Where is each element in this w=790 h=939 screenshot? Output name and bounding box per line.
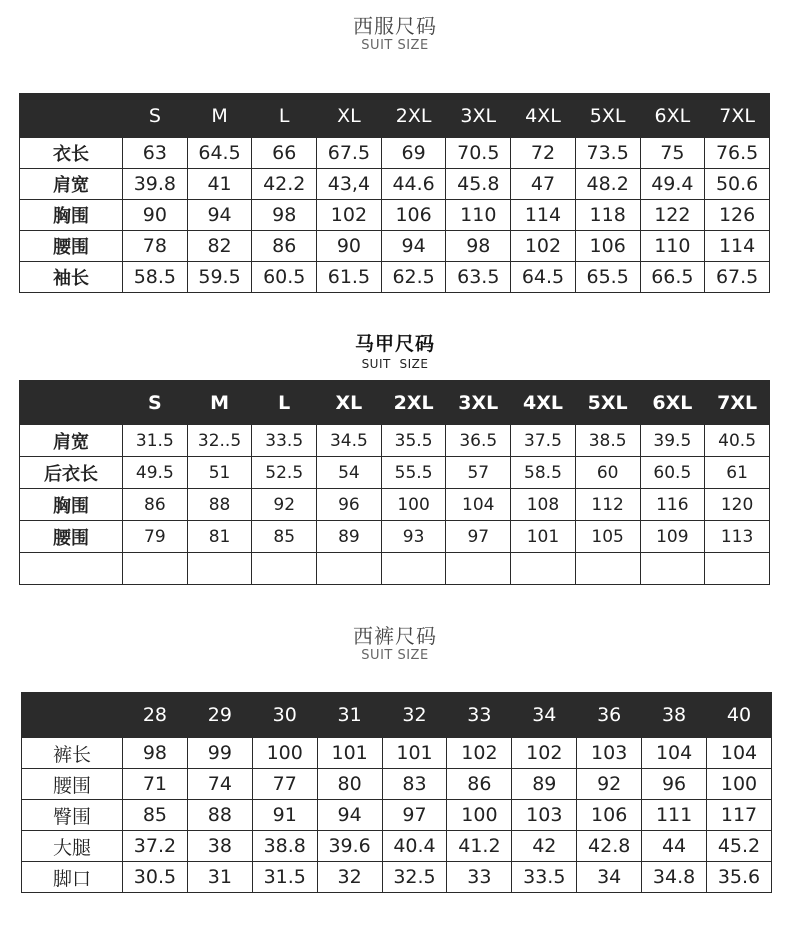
suit-cell: 94 bbox=[381, 231, 446, 262]
pants-header-corner bbox=[22, 693, 123, 738]
suit-cell: 43,4 bbox=[317, 169, 382, 200]
vest-cell: 51 bbox=[187, 457, 252, 489]
suit-cell: 66 bbox=[252, 138, 317, 169]
vest-cell: 113 bbox=[705, 521, 770, 553]
vest-size-header: 5XL bbox=[575, 381, 640, 425]
pants-cell: 83 bbox=[382, 769, 447, 800]
pants-cell: 31.5 bbox=[252, 862, 317, 893]
suit-cell: 48.2 bbox=[575, 169, 640, 200]
suit-size-header: 3XL bbox=[446, 94, 511, 138]
pants-cell: 38.8 bbox=[252, 831, 317, 862]
suit-cell: 110 bbox=[446, 200, 511, 231]
suit-cell: 106 bbox=[381, 200, 446, 231]
vest-title-block bbox=[0, 332, 790, 372]
vest-cell: 40.5 bbox=[705, 425, 770, 457]
table-row bbox=[20, 521, 770, 553]
vest-size-header: 7XL bbox=[705, 381, 770, 425]
vest-cell: 93 bbox=[381, 521, 446, 553]
suit-cell: 39.8 bbox=[123, 169, 188, 200]
vest-cell: 101 bbox=[511, 521, 576, 553]
pants-cell: 44 bbox=[642, 831, 707, 862]
suit-cell: 82 bbox=[187, 231, 252, 262]
pants-cell: 98 bbox=[123, 738, 188, 769]
pants-cell: 42 bbox=[512, 831, 577, 862]
suit-size-header: 7XL bbox=[705, 94, 770, 138]
table-row bbox=[20, 169, 770, 200]
suit-cell: 110 bbox=[640, 231, 705, 262]
suit-cell: 50.6 bbox=[705, 169, 770, 200]
suit-cell: 67.5 bbox=[317, 138, 382, 169]
vest-cell: 35.5 bbox=[381, 425, 446, 457]
pants-cell: 34.8 bbox=[642, 862, 707, 893]
suit-cell: 98 bbox=[446, 231, 511, 262]
pants-cell: 117 bbox=[707, 800, 772, 831]
vest-cell: 32..5 bbox=[187, 425, 252, 457]
suit-cell: 64.5 bbox=[511, 262, 576, 293]
vest-cell: 37.5 bbox=[511, 425, 576, 457]
vest-cell: 31.5 bbox=[123, 425, 188, 457]
pants-cell: 38 bbox=[187, 831, 252, 862]
pants-cell: 41.2 bbox=[447, 831, 512, 862]
vest-cell: 85 bbox=[252, 521, 317, 553]
suit-title-block bbox=[0, 14, 790, 54]
suit-size-header: XL bbox=[317, 94, 382, 138]
pants-cell: 100 bbox=[447, 800, 512, 831]
vest-cell bbox=[705, 553, 770, 585]
suit-cell: 106 bbox=[575, 231, 640, 262]
table-row bbox=[22, 862, 772, 893]
pants-cell: 91 bbox=[252, 800, 317, 831]
vest-cell bbox=[575, 553, 640, 585]
vest-cell: 60.5 bbox=[640, 457, 705, 489]
vest-cell: 88 bbox=[187, 489, 252, 521]
vest-cell: 81 bbox=[187, 521, 252, 553]
pants-cell: 89 bbox=[512, 769, 577, 800]
table-row bbox=[20, 262, 770, 293]
pants-cell: 74 bbox=[187, 769, 252, 800]
table-row bbox=[22, 831, 772, 862]
vest-cell bbox=[187, 553, 252, 585]
table-row bbox=[20, 231, 770, 262]
suit-cell: 44.6 bbox=[381, 169, 446, 200]
pants-cell: 103 bbox=[577, 738, 642, 769]
pants-size-header: 33 bbox=[447, 693, 512, 738]
pants-cell: 30.5 bbox=[123, 862, 188, 893]
vest-cell: 108 bbox=[511, 489, 576, 521]
pants-cell: 40.4 bbox=[382, 831, 447, 862]
vest-cell bbox=[511, 553, 576, 585]
pants-cell: 106 bbox=[577, 800, 642, 831]
suit-cell: 42.2 bbox=[252, 169, 317, 200]
suit-cell: 61.5 bbox=[317, 262, 382, 293]
suit-cell: 41 bbox=[187, 169, 252, 200]
vest-cell: 57 bbox=[446, 457, 511, 489]
vest-cell bbox=[381, 553, 446, 585]
suit-size-header: 6XL bbox=[640, 94, 705, 138]
vest-cell: 109 bbox=[640, 521, 705, 553]
suit-cell: 70.5 bbox=[446, 138, 511, 169]
suit-cell: 114 bbox=[705, 231, 770, 262]
vest-cell: 116 bbox=[640, 489, 705, 521]
table-row bbox=[20, 489, 770, 521]
vest-cell: 120 bbox=[705, 489, 770, 521]
suit-cell: 90 bbox=[123, 200, 188, 231]
pants-cell: 100 bbox=[707, 769, 772, 800]
vest-size-header: 6XL bbox=[640, 381, 705, 425]
pants-cell: 101 bbox=[317, 738, 382, 769]
pants-cell: 99 bbox=[187, 738, 252, 769]
suit-cell: 63 bbox=[123, 138, 188, 169]
pants-size-header: 30 bbox=[252, 693, 317, 738]
suit-subtitle: SUIT SIZE bbox=[361, 38, 429, 53]
pants-header-row bbox=[22, 693, 772, 738]
suit-cell: 69 bbox=[381, 138, 446, 169]
vest-cell: 61 bbox=[705, 457, 770, 489]
pants-row-label: 裤长 bbox=[22, 738, 123, 769]
table-row bbox=[22, 738, 772, 769]
pants-row-label: 臀围 bbox=[22, 800, 123, 831]
vest-cell: 86 bbox=[123, 489, 188, 521]
pants-cell: 102 bbox=[447, 738, 512, 769]
suit-cell: 58.5 bbox=[123, 262, 188, 293]
vest-size-header: L bbox=[252, 381, 317, 425]
suit-header-corner bbox=[20, 94, 123, 138]
pants-size-header: 32 bbox=[382, 693, 447, 738]
suit-cell: 76.5 bbox=[705, 138, 770, 169]
pants-cell: 88 bbox=[187, 800, 252, 831]
suit-row-label: 胸围 bbox=[20, 200, 123, 231]
pants-cell: 32 bbox=[317, 862, 382, 893]
vest-title: 马甲尺码 bbox=[354, 333, 435, 355]
pants-title-block bbox=[0, 624, 790, 664]
vest-row-label: 胸围 bbox=[20, 489, 123, 521]
pants-cell: 32.5 bbox=[382, 862, 447, 893]
suit-cell: 49.4 bbox=[640, 169, 705, 200]
vest-cell: 58.5 bbox=[511, 457, 576, 489]
vest-cell bbox=[252, 553, 317, 585]
vest-row-label bbox=[20, 553, 123, 585]
pants-row-label: 腰围 bbox=[22, 769, 123, 800]
pants-size-header: 28 bbox=[123, 693, 188, 738]
vest-size-header: 2XL bbox=[381, 381, 446, 425]
pants-cell: 96 bbox=[642, 769, 707, 800]
suit-size-header: L bbox=[252, 94, 317, 138]
table-row bbox=[20, 200, 770, 231]
pants-cell: 97 bbox=[382, 800, 447, 831]
suit-title: 西服尺码 bbox=[353, 14, 437, 38]
vest-cell: 33.5 bbox=[252, 425, 317, 457]
pants-size-header: 38 bbox=[642, 693, 707, 738]
vest-cell: 112 bbox=[575, 489, 640, 521]
suit-cell: 65.5 bbox=[575, 262, 640, 293]
pants-size-header: 34 bbox=[512, 693, 577, 738]
pants-title: 西裤尺码 bbox=[353, 624, 437, 648]
vest-cell: 96 bbox=[317, 489, 382, 521]
table-row bbox=[20, 425, 770, 457]
suit-cell: 126 bbox=[705, 200, 770, 231]
vest-cell: 104 bbox=[446, 489, 511, 521]
vest-cell bbox=[640, 553, 705, 585]
suit-cell: 47 bbox=[511, 169, 576, 200]
suit-size-header: M bbox=[187, 94, 252, 138]
pants-cell: 77 bbox=[252, 769, 317, 800]
vest-cell: 97 bbox=[446, 521, 511, 553]
suit-cell: 114 bbox=[511, 200, 576, 231]
suit-cell: 62.5 bbox=[381, 262, 446, 293]
suit-cell: 63.5 bbox=[446, 262, 511, 293]
suit-cell: 67.5 bbox=[705, 262, 770, 293]
vest-cell: 89 bbox=[317, 521, 382, 553]
vest-cell: 92 bbox=[252, 489, 317, 521]
vest-cell: 34.5 bbox=[317, 425, 382, 457]
vest-size-header: 3XL bbox=[446, 381, 511, 425]
pants-cell: 101 bbox=[382, 738, 447, 769]
pants-size-header: 36 bbox=[577, 693, 642, 738]
vest-cell: 39.5 bbox=[640, 425, 705, 457]
suit-cell: 72 bbox=[511, 138, 576, 169]
pants-cell: 35.6 bbox=[707, 862, 772, 893]
pants-cell: 34 bbox=[577, 862, 642, 893]
vest-size-table bbox=[19, 380, 770, 585]
suit-cell: 118 bbox=[575, 200, 640, 231]
table-row bbox=[20, 553, 770, 585]
suit-cell: 60.5 bbox=[252, 262, 317, 293]
suit-cell: 98 bbox=[252, 200, 317, 231]
vest-row-label: 后衣长 bbox=[20, 457, 123, 489]
suit-cell: 122 bbox=[640, 200, 705, 231]
vest-size-header: M bbox=[187, 381, 252, 425]
pants-cell: 92 bbox=[577, 769, 642, 800]
suit-header-row bbox=[20, 94, 770, 138]
vest-row-label: 肩宽 bbox=[20, 425, 123, 457]
pants-cell: 86 bbox=[447, 769, 512, 800]
pants-cell: 104 bbox=[707, 738, 772, 769]
vest-cell: 105 bbox=[575, 521, 640, 553]
vest-cell bbox=[317, 553, 382, 585]
vest-subtitle: SUIT SIZE bbox=[361, 357, 429, 371]
pants-row-label: 脚口 bbox=[22, 862, 123, 893]
suit-size-header: 2XL bbox=[381, 94, 446, 138]
pants-cell: 80 bbox=[317, 769, 382, 800]
vest-size-header: XL bbox=[317, 381, 382, 425]
pants-size-header: 40 bbox=[707, 693, 772, 738]
vest-cell: 79 bbox=[123, 521, 188, 553]
pants-subtitle: SUIT SIZE bbox=[361, 648, 429, 663]
suit-cell: 59.5 bbox=[187, 262, 252, 293]
pants-cell: 31 bbox=[187, 862, 252, 893]
table-row bbox=[22, 769, 772, 800]
vest-cell: 49.5 bbox=[123, 457, 188, 489]
pants-cell: 37.2 bbox=[123, 831, 188, 862]
suit-cell: 78 bbox=[123, 231, 188, 262]
vest-header-corner bbox=[20, 381, 123, 425]
pants-cell: 85 bbox=[123, 800, 188, 831]
pants-size-header: 29 bbox=[187, 693, 252, 738]
vest-row-label: 腰围 bbox=[20, 521, 123, 553]
pants-cell: 104 bbox=[642, 738, 707, 769]
vest-cell: 60 bbox=[575, 457, 640, 489]
suit-cell: 73.5 bbox=[575, 138, 640, 169]
pants-cell: 39.6 bbox=[317, 831, 382, 862]
vest-cell: 36.5 bbox=[446, 425, 511, 457]
suit-size-table bbox=[19, 93, 770, 293]
suit-cell: 86 bbox=[252, 231, 317, 262]
table-row bbox=[22, 800, 772, 831]
suit-size-header: S bbox=[123, 94, 188, 138]
pants-cell: 45.2 bbox=[707, 831, 772, 862]
suit-row-label: 腰围 bbox=[20, 231, 123, 262]
pants-cell: 100 bbox=[252, 738, 317, 769]
pants-size-header: 31 bbox=[317, 693, 382, 738]
vest-cell bbox=[446, 553, 511, 585]
pants-cell: 94 bbox=[317, 800, 382, 831]
vest-cell: 100 bbox=[381, 489, 446, 521]
pants-cell: 33 bbox=[447, 862, 512, 893]
suit-cell: 45.8 bbox=[446, 169, 511, 200]
suit-cell: 94 bbox=[187, 200, 252, 231]
table-row bbox=[20, 138, 770, 169]
vest-cell: 55.5 bbox=[381, 457, 446, 489]
suit-row-label: 肩宽 bbox=[20, 169, 123, 200]
pants-cell: 103 bbox=[512, 800, 577, 831]
pants-cell: 111 bbox=[642, 800, 707, 831]
vest-cell bbox=[123, 553, 188, 585]
suit-row-label: 衣长 bbox=[20, 138, 123, 169]
pants-cell: 33.5 bbox=[512, 862, 577, 893]
vest-header-row bbox=[20, 381, 770, 425]
table-row bbox=[20, 457, 770, 489]
suit-cell: 90 bbox=[317, 231, 382, 262]
suit-cell: 64.5 bbox=[187, 138, 252, 169]
pants-cell: 102 bbox=[512, 738, 577, 769]
suit-row-label: 袖长 bbox=[20, 262, 123, 293]
pants-cell: 42.8 bbox=[577, 831, 642, 862]
pants-cell: 71 bbox=[123, 769, 188, 800]
vest-cell: 52.5 bbox=[252, 457, 317, 489]
suit-cell: 75 bbox=[640, 138, 705, 169]
vest-cell: 54 bbox=[317, 457, 382, 489]
pants-row-label: 大腿 bbox=[22, 831, 123, 862]
suit-cell: 102 bbox=[317, 200, 382, 231]
suit-cell: 66.5 bbox=[640, 262, 705, 293]
suit-cell: 102 bbox=[511, 231, 576, 262]
vest-cell: 38.5 bbox=[575, 425, 640, 457]
pants-size-table bbox=[21, 692, 772, 893]
suit-size-header: 5XL bbox=[575, 94, 640, 138]
suit-size-header: 4XL bbox=[511, 94, 576, 138]
vest-size-header: 4XL bbox=[511, 381, 576, 425]
vest-size-header: S bbox=[123, 381, 188, 425]
